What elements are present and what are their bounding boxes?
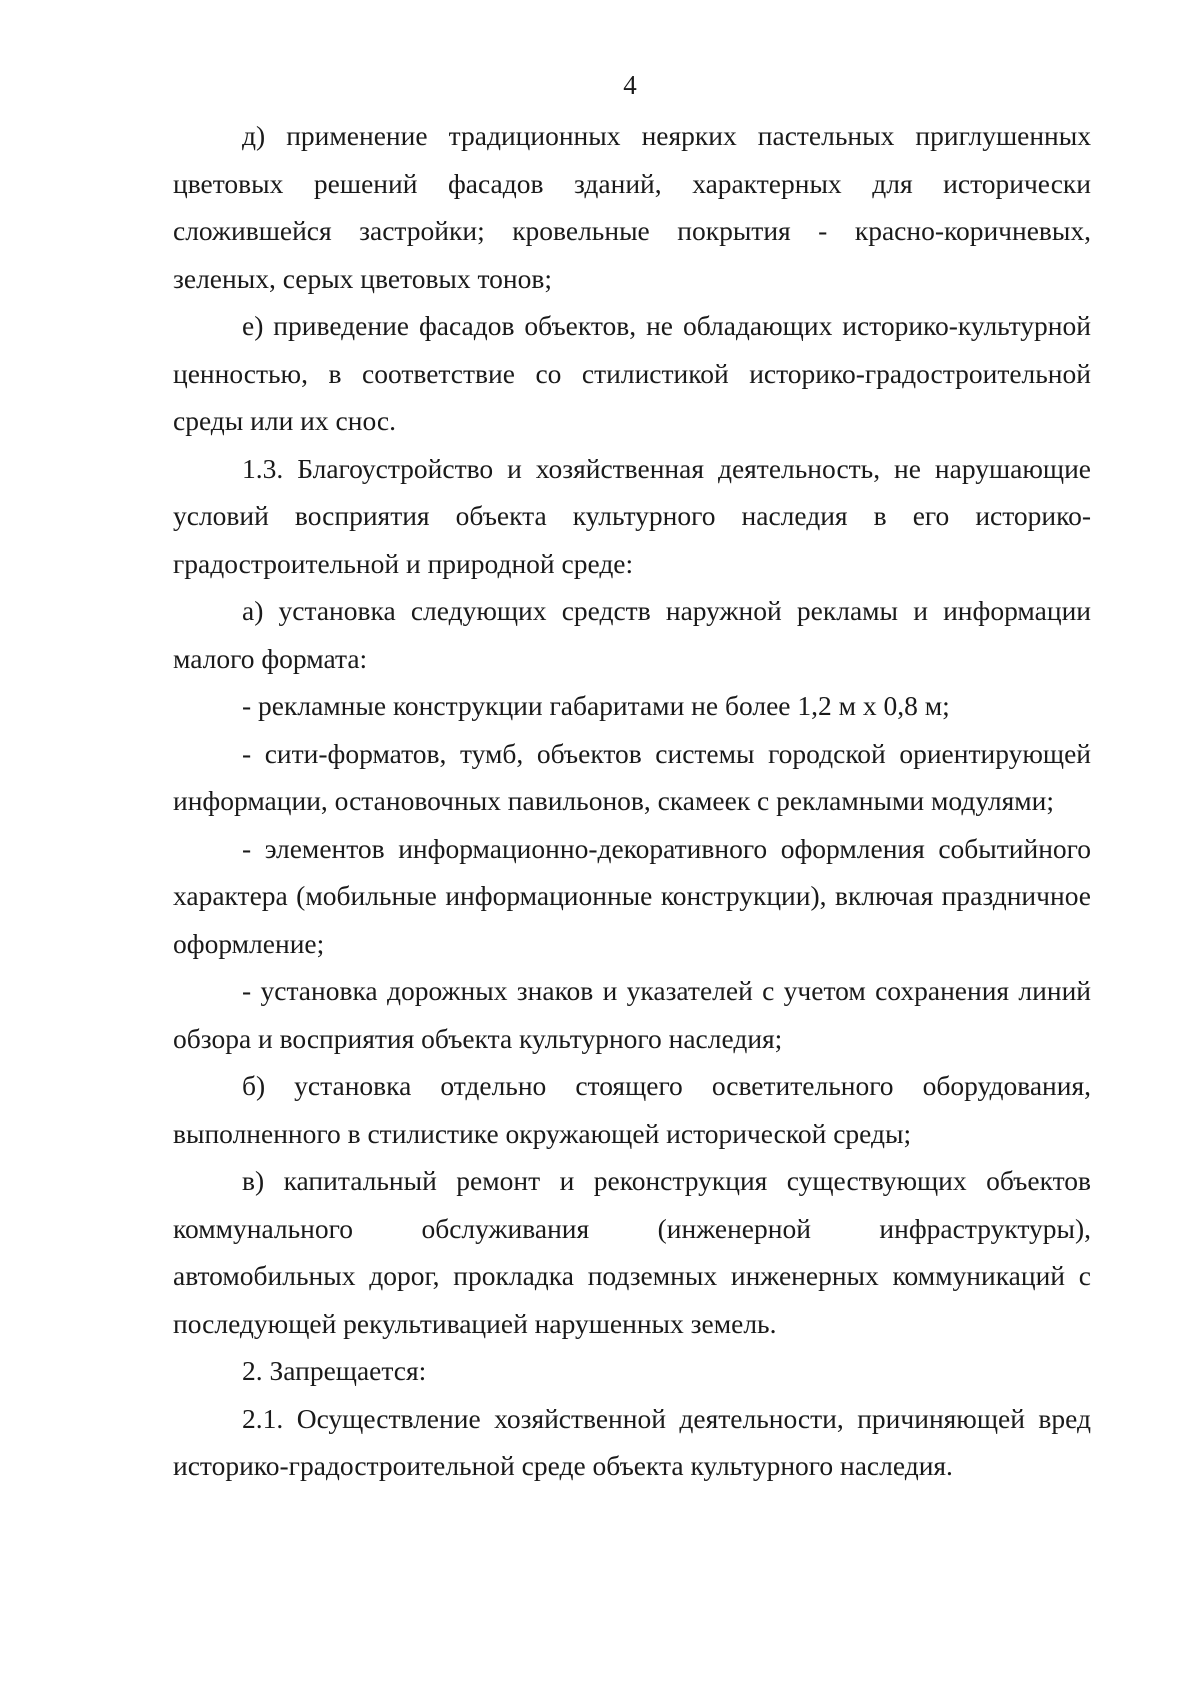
paragraph-v-repair: в) капитальный ремонт и реконструкция существующих объектов коммунального обслуживания (инженерной инфраструктуры), автомобильных дорог, прокладка подземных инженерных коммуникаций с последующей рекультивацией нарушенных земель.	[173, 1165, 1091, 1339]
paragraph-2-1-economic-activity: 2.1. Осуществление хозяйственной деятельности, причиняющей вред историко-градостроительной среде объекта культурного наследия.	[173, 1402, 1091, 1481]
list-item-city-formats: - сити-форматов, тумб, объектов системы городской ориентирующей информации, остановочных павильонов, скамеек с рекламными модулями;	[173, 737, 1091, 816]
list-item-road-signs: - установка дорожных знаков и указателей с учетом сохранения линий обзора и восприятия объекта культурного наследия;	[173, 975, 1091, 1054]
page-number: 4	[623, 70, 637, 100]
list-item-decorative-elements: - элементов информационно-декоративного оформления событийного характера (мобильные информационные конструкции), включая праздничное оформление;	[173, 832, 1091, 959]
paragraph-2-prohibited: 2. Запрещается:	[242, 1355, 427, 1386]
paragraph-d-facade-colors: д) применение традиционных неярких пастельных приглушенных цветовых решений фасадов зданий, характерных для исторически сложившейся застройки; кровельные покрытия - красно-коричневых, зеленых, серых цветовых тонов;	[173, 120, 1091, 294]
paragraph-e-facade-alignment: е) приведение фасадов объектов, не обладающих историко-культурной ценностью, в соответствие со стилистикой историко-градостроительной среды или их снос.	[173, 310, 1091, 436]
paragraph-b-lighting: б) установка отдельно стоящего осветительного оборудования, выполненного в стилистике окружающей исторической среды;	[173, 1070, 1091, 1149]
paragraph-a-advertising: а) установка следующих средств наружной рекламы и информации малого формата:	[173, 595, 1091, 674]
list-item-ad-structures: - рекламные конструкции габаритами не более 1,2 м х 0,8 м;	[242, 690, 950, 721]
paragraph-1-3-landscaping: 1.3. Благоустройство и хозяйственная деятельность, не нарушающие условий восприятия объекта культурного наследия в его историко-градостроительной и природной среде:	[173, 452, 1091, 579]
document-body	[173, 112, 1091, 1490]
